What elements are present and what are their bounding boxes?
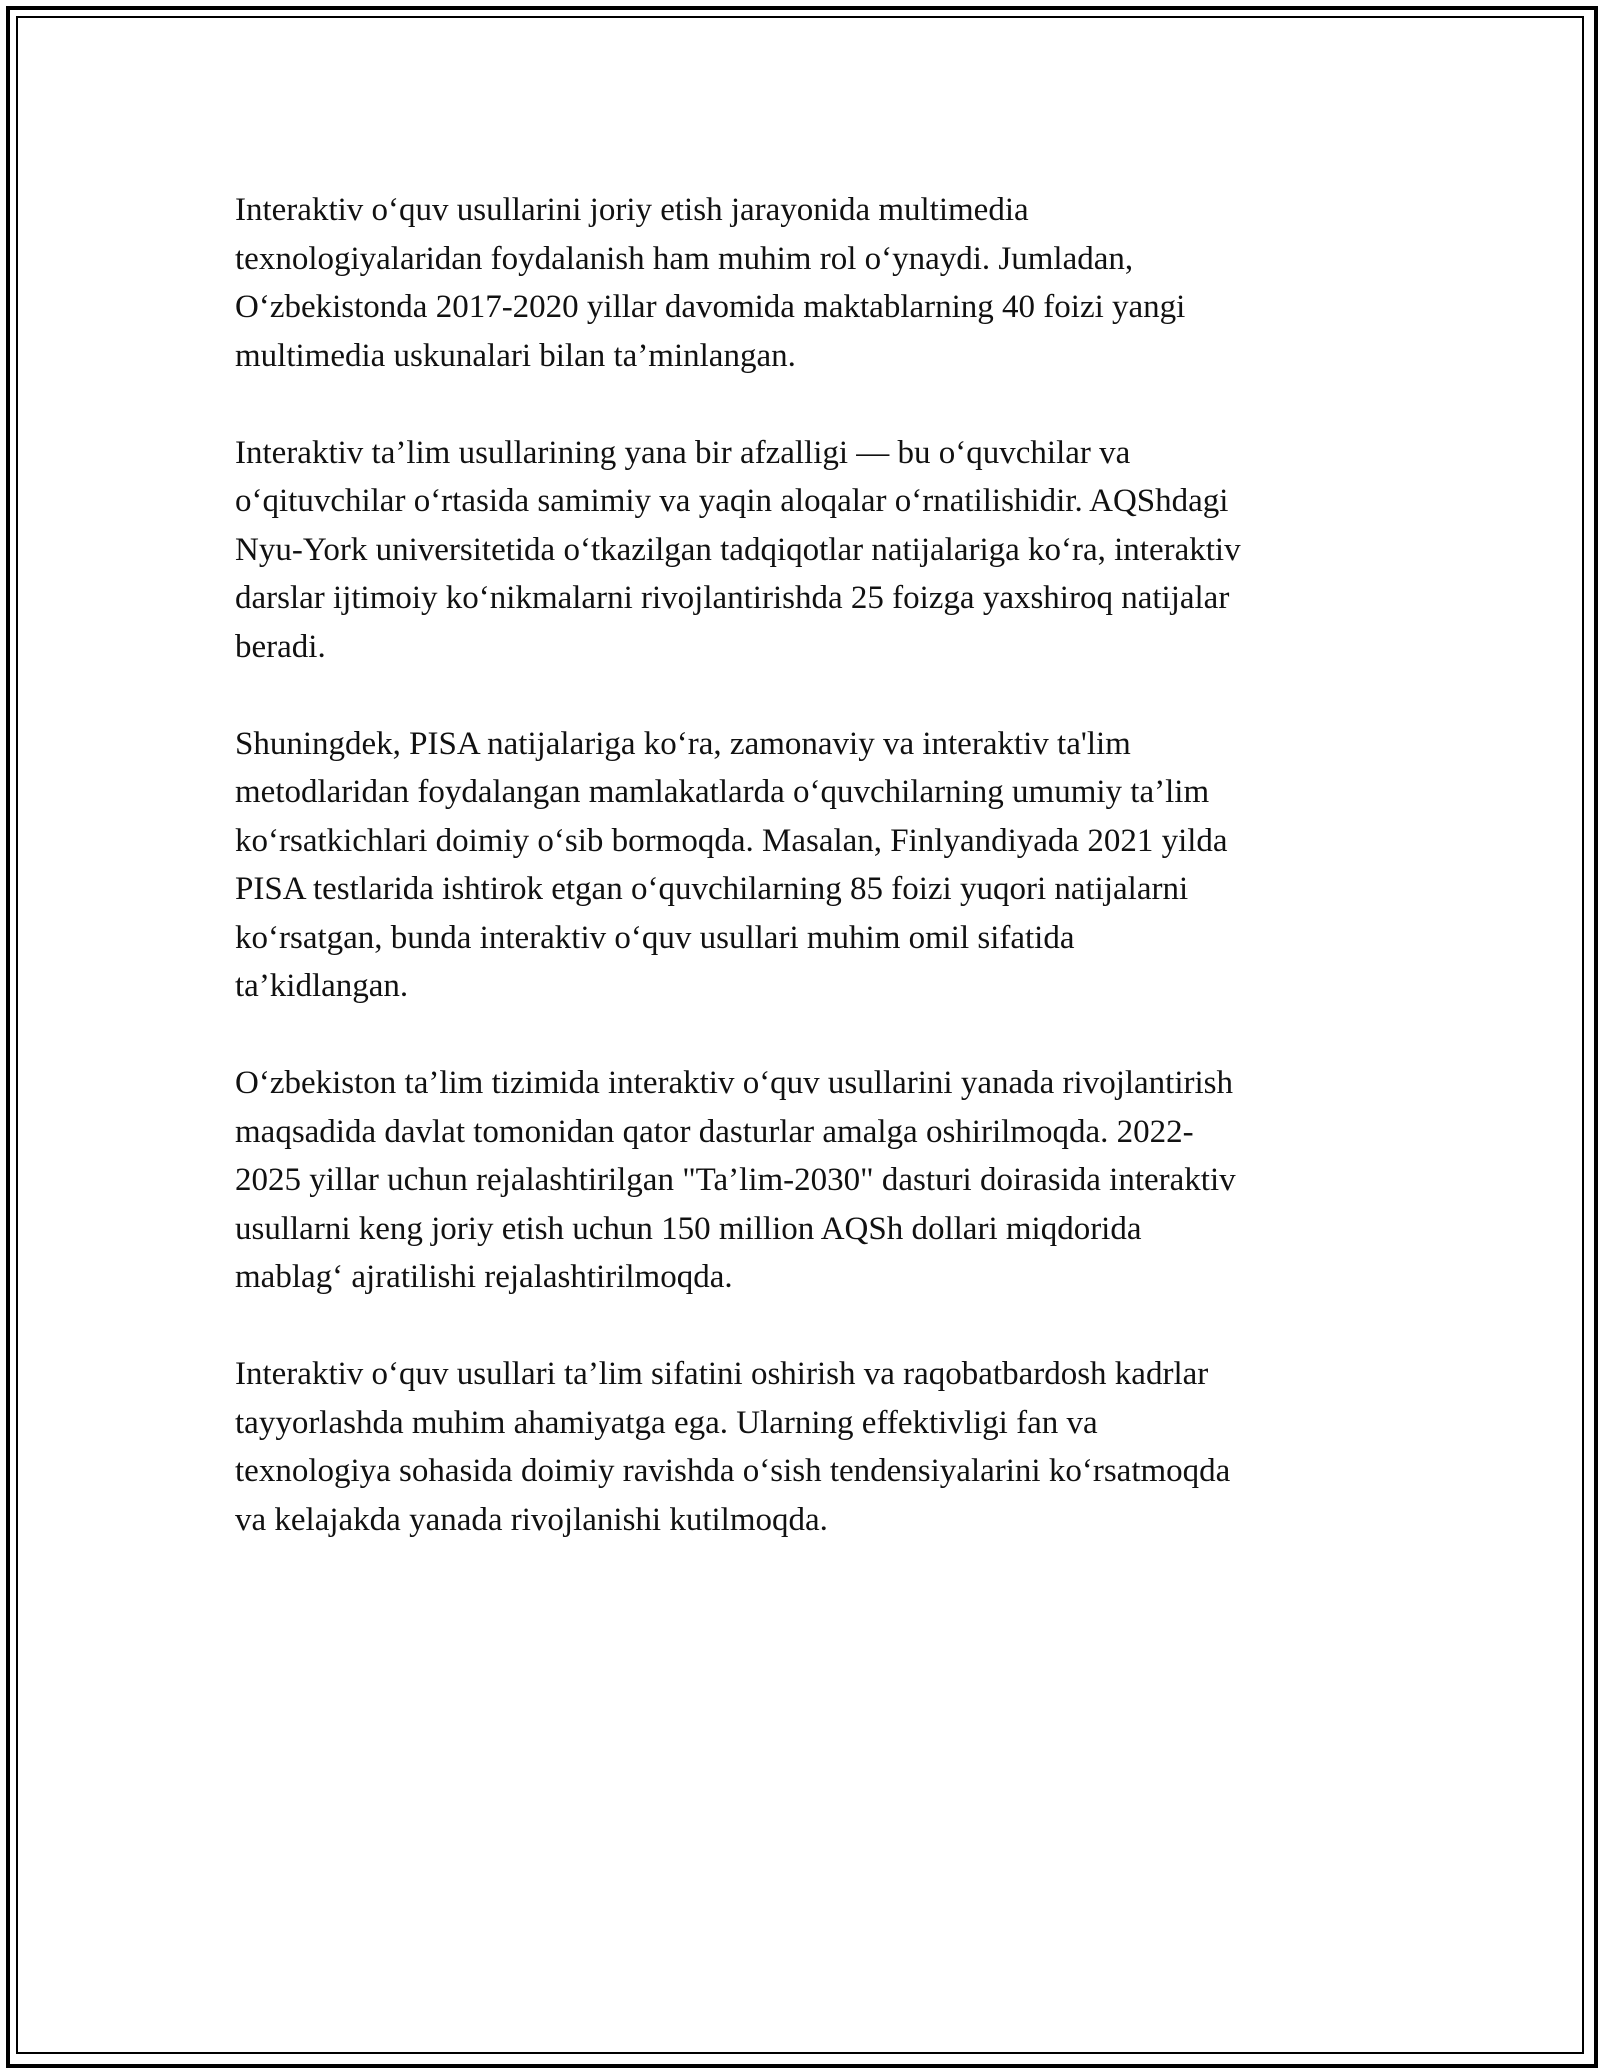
paragraph-conclusion: Interaktiv o‘quv usullari ta’lim sifatini oshirish va raqobatbardosh kadrlar tayyorlashda muhim ahamiyatga ega. Ularning effektivligi fan va texnologiya sohasida doimiy ravishda o‘sish tendensiyalarini ko‘rsatmoqda va kelajakda yanada rivojlanishi kutilmoqda. — [235, 1356, 1231, 1538]
paragraph-state-programs: O‘zbekiston ta’lim tizimida interaktiv o‘quv usullarini yanada rivojlantirish maqsadida davlat tomonidan qator dasturlar amalga oshirilmoqda. 2022- 2025 yillar uchun rejalashtirilgan "Ta’lim-2030" dasturi doirasida interaktiv usullarni keng joriy etish uchun 150 million AQSh dollari miqdorida mablag‘ ajratilishi rejalashtirilmoqda. — [235, 1065, 1236, 1295]
paragraph-multimedia: Interaktiv o‘quv usullarini joriy etish jarayonida multimedia texnologiyalaridan foydalanish ham muhim rol o‘ynaydi. Jumladan, O‘zbekistonda 2017-2020 yillar davomida maktablarning 40 foizi yangi multimedia uskunalari bilan ta’minlangan. — [235, 192, 1186, 374]
paragraph-teacher-student-relations: Interaktiv ta’lim usullarining yana bir afzalligi — bu o‘quvchilar va o‘qituvchilar o‘rtasida samimiy va yaqin aloqalar o‘rnatilishidir. AQShdagi Nyu-York universitetida o‘tkazilgan tadqiqotlar natijalariga ko‘ra, interaktiv darslar ijtimoiy ko‘nikmalarni rivojlantirishda 25 foizga yaxshiroq natijalar beradi. — [235, 434, 1241, 665]
paragraph-pisa-results: Shuningdek, PISA natijalariga ko‘ra, zamonaviy va interaktiv ta'lim metodlaridan foydalangan mamlakatlarda o‘quvchilarning umumiy ta’lim ko‘rsatkichlari doimiy o‘sib bormoqda. Masalan, Finlyandiyada 2021 yilda PISA testlarida ishtirok etgan o‘quvchilarning 85 foizi yuqori natijalarni ko‘rsatgan, bunda interaktiv o‘quv usullari muhim omil sifatida ta’kidlangan. — [235, 725, 1228, 1004]
document-body — [235, 186, 1375, 1593]
